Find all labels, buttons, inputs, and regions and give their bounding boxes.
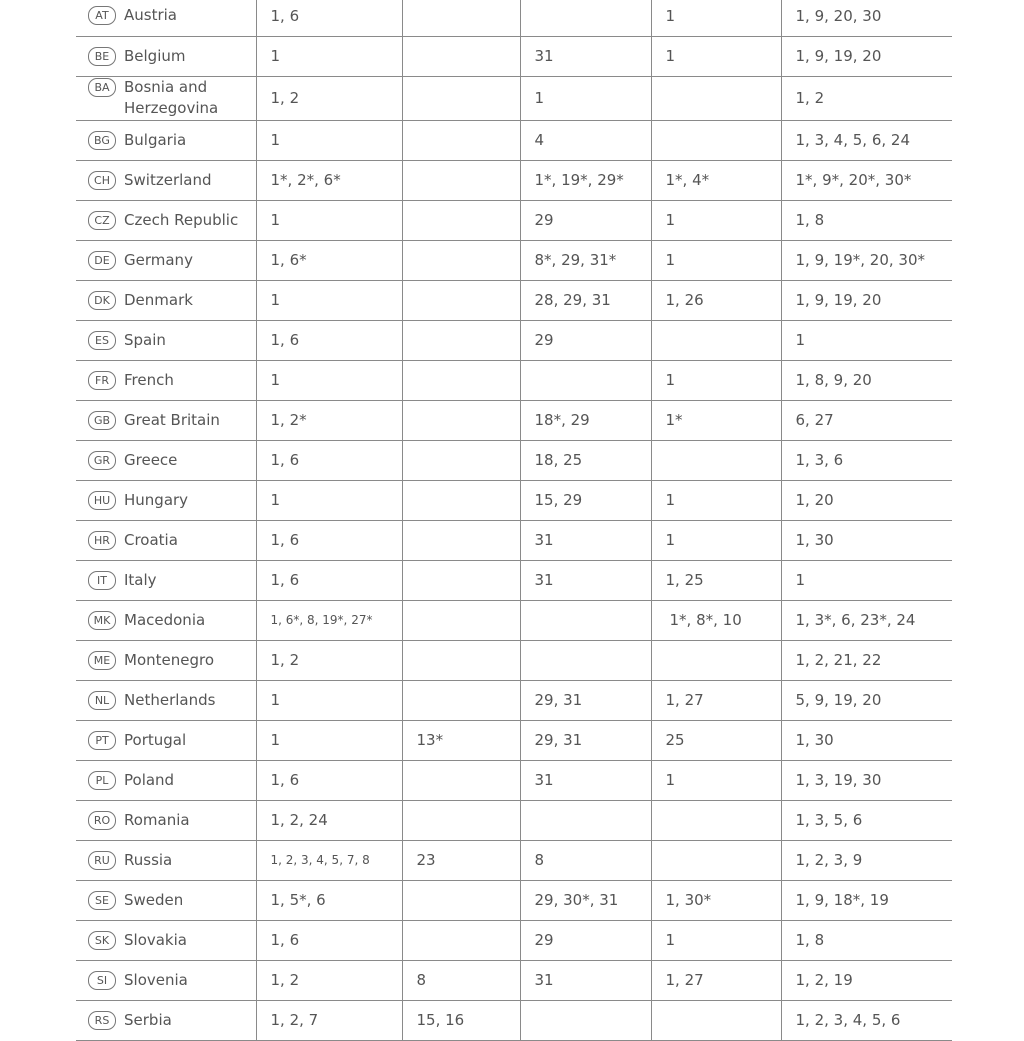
country-cell: [76, 480, 256, 520]
code-cell-col-2: [402, 160, 520, 200]
code-cell-col-2: 8: [402, 960, 520, 1000]
code-cell-col-2: 23: [402, 840, 520, 880]
code-cell-col-5: 1*, 9*, 20*, 30*: [781, 160, 952, 200]
country-name: Germany: [124, 250, 193, 269]
code-cell-col-3: 29: [520, 920, 651, 960]
country-code-badge: DE: [88, 251, 116, 270]
country-name: Belgium: [124, 46, 186, 65]
code-cell-col-4: 25: [651, 720, 781, 760]
code-cell-col-3: 18, 25: [520, 440, 651, 480]
code-cell-col-3: 15, 29: [520, 480, 651, 520]
table-row: [76, 960, 952, 1000]
table-row: [76, 160, 952, 200]
table-row: [76, 880, 952, 920]
country-name: Montenegro: [124, 650, 215, 669]
code-cell-col-5: 1, 3, 19, 30: [781, 760, 952, 800]
code-cell-col-2: [402, 560, 520, 600]
code-cell-col-4: 1: [651, 360, 781, 400]
code-cell-col-4: [651, 440, 781, 480]
country-cell: [76, 920, 256, 960]
country-name: Switzerland: [124, 170, 212, 189]
code-cell-col-3: 31: [520, 760, 651, 800]
code-cell-col-2: [402, 760, 520, 800]
table-row: [76, 680, 952, 720]
country-name: Slovenia: [124, 970, 188, 989]
table-row: [76, 360, 952, 400]
code-cell-col-5: 1, 30: [781, 520, 952, 560]
code-cell-col-2: [402, 36, 520, 76]
table-row: [76, 640, 952, 680]
code-cell-col-3: 31: [520, 560, 651, 600]
table-row: [76, 800, 952, 840]
code-cell-col-4: 1: [651, 36, 781, 76]
country-name: Serbia: [124, 1010, 172, 1029]
code-cell-col-1: 1, 5*, 6: [256, 880, 402, 920]
code-cell-col-1: 1, 6: [256, 320, 402, 360]
code-cell-col-4: 1: [651, 200, 781, 240]
code-cell-col-3: 29, 30*, 31: [520, 880, 651, 920]
country-cell: [76, 800, 256, 840]
table-row: [76, 240, 952, 280]
code-cell-col-1: 1, 6*: [256, 240, 402, 280]
code-cell-col-2: 15, 16: [402, 1000, 520, 1040]
code-cell-col-4: 1: [651, 480, 781, 520]
table-row: [76, 1000, 952, 1040]
country-cell: [76, 160, 256, 200]
country-cell: [76, 120, 256, 160]
code-cell-col-1: 1: [256, 720, 402, 760]
code-cell-col-2: [402, 76, 520, 120]
code-cell-col-1: 1, 6: [256, 560, 402, 600]
country-name: Slovakia: [124, 930, 187, 949]
code-cell-col-1: 1, 6: [256, 0, 402, 36]
code-cell-col-4: 1*, 8*, 10: [651, 600, 781, 640]
country-code-badge: MK: [88, 611, 116, 630]
country-cell: [76, 200, 256, 240]
code-cell-col-1: 1, 2: [256, 640, 402, 680]
table-body: [76, 0, 952, 1040]
country-code-badge: ES: [88, 331, 116, 350]
country-code-badge: RS: [88, 1011, 116, 1030]
code-cell-col-3: 29, 31: [520, 680, 651, 720]
country-cell: [76, 440, 256, 480]
code-cell-col-2: [402, 400, 520, 440]
country-name: Netherlands: [124, 690, 216, 709]
country-code-badge: NL: [88, 691, 116, 710]
code-cell-col-2: [402, 280, 520, 320]
code-cell-col-1: 1, 2, 7: [256, 1000, 402, 1040]
code-cell-col-5: 1, 9, 19, 20: [781, 280, 952, 320]
country-name: French: [124, 370, 174, 389]
table-row: [76, 520, 952, 560]
country-code-badge: IT: [88, 571, 116, 590]
table-row: [76, 840, 952, 880]
code-cell-col-2: [402, 600, 520, 640]
code-cell-col-3: 8: [520, 840, 651, 880]
code-cell-col-5: 1, 3, 5, 6: [781, 800, 952, 840]
country-code-badge: FR: [88, 371, 116, 390]
code-cell-col-5: 5, 9, 19, 20: [781, 680, 952, 720]
code-cell-col-4: [651, 76, 781, 120]
country-cell: [76, 560, 256, 600]
country-name: Austria: [124, 6, 177, 25]
code-cell-col-1: 1, 6*, 8, 19*, 27*: [256, 600, 402, 640]
country-code-badge: HU: [88, 491, 116, 510]
country-cell: [76, 0, 256, 36]
code-cell-col-3: 29: [520, 320, 651, 360]
table-row: [76, 760, 952, 800]
country-name: Poland: [124, 770, 175, 789]
country-cell: [76, 240, 256, 280]
country-cell: [76, 280, 256, 320]
code-cell-col-3: 31: [520, 36, 651, 76]
code-cell-col-4: [651, 1000, 781, 1040]
code-cell-col-3: 29: [520, 200, 651, 240]
code-cell-col-3: [520, 1000, 651, 1040]
code-cell-col-1: 1: [256, 480, 402, 520]
country-cell: [76, 880, 256, 920]
code-cell-col-3: 1*, 19*, 29*: [520, 160, 651, 200]
code-cell-col-4: 1: [651, 0, 781, 36]
table-row: [76, 76, 952, 120]
code-cell-col-5: 1, 20: [781, 480, 952, 520]
code-cell-col-2: 13*: [402, 720, 520, 760]
country-name: Spain: [124, 330, 166, 349]
country-code-badge: CZ: [88, 211, 116, 230]
country-cell: [76, 600, 256, 640]
table-row: [76, 560, 952, 600]
code-cell-col-1: 1: [256, 280, 402, 320]
code-cell-col-4: 1, 27: [651, 680, 781, 720]
country-code-badge: SE: [88, 891, 116, 910]
table-row: [76, 480, 952, 520]
country-cell: [76, 960, 256, 1000]
code-cell-col-5: 1, 2: [781, 76, 952, 120]
country-code-badge: AT: [88, 6, 116, 25]
code-cell-col-4: [651, 800, 781, 840]
code-cell-col-4: [651, 120, 781, 160]
table-row: [76, 920, 952, 960]
country-code-badge: RU: [88, 851, 116, 870]
code-cell-col-4: [651, 840, 781, 880]
code-cell-col-2: [402, 920, 520, 960]
country-cell: [76, 640, 256, 680]
code-cell-col-4: 1, 25: [651, 560, 781, 600]
code-cell-col-3: 29, 31: [520, 720, 651, 760]
table-row: [76, 440, 952, 480]
code-cell-col-1: 1, 2*: [256, 400, 402, 440]
code-cell-col-3: 31: [520, 520, 651, 560]
country-name: Portugal: [124, 730, 187, 749]
table-row: [76, 120, 952, 160]
code-cell-col-2: [402, 320, 520, 360]
code-cell-col-4: 1, 30*: [651, 880, 781, 920]
country-code-badge: CH: [88, 171, 116, 190]
country-cell: [76, 520, 256, 560]
country-cell: [76, 720, 256, 760]
code-cell-col-5: 1, 9, 19*, 20, 30*: [781, 240, 952, 280]
country-code-badge: BG: [88, 131, 116, 150]
country-name: Great Britain: [124, 410, 220, 429]
code-cell-col-4: 1*, 4*: [651, 160, 781, 200]
code-cell-col-2: [402, 240, 520, 280]
country-code-badge: ME: [88, 651, 116, 670]
code-cell-col-4: 1, 27: [651, 960, 781, 1000]
country-code-badge: PT: [88, 731, 116, 750]
code-cell-col-1: 1, 2, 3, 4, 5, 7, 8: [256, 840, 402, 880]
code-cell-col-5: 6, 27: [781, 400, 952, 440]
code-cell-col-5: 1, 3, 4, 5, 6, 24: [781, 120, 952, 160]
country-code-badge: DK: [88, 291, 116, 310]
country-name: Hungary: [124, 490, 189, 509]
code-cell-col-1: 1, 6: [256, 440, 402, 480]
code-cell-col-3: [520, 640, 651, 680]
table-row: [76, 400, 952, 440]
code-cell-col-3: [520, 0, 651, 36]
table-row: [76, 200, 952, 240]
country-code-badge: GR: [88, 451, 116, 470]
code-cell-col-5: 1, 2, 3, 4, 5, 6: [781, 1000, 952, 1040]
country-cell: [76, 36, 256, 76]
code-cell-col-3: 28, 29, 31: [520, 280, 651, 320]
code-cell-col-3: [520, 600, 651, 640]
code-cell-col-3: 8*, 29, 31*: [520, 240, 651, 280]
country-name: Czech Republic: [124, 210, 239, 229]
code-cell-col-1: 1: [256, 200, 402, 240]
code-cell-col-1: 1: [256, 360, 402, 400]
country-cell: [76, 400, 256, 440]
country-code-badge: BE: [88, 47, 116, 66]
code-cell-col-1: 1: [256, 680, 402, 720]
code-cell-col-5: 1, 2, 3, 9: [781, 840, 952, 880]
code-cell-col-1: 1, 2: [256, 960, 402, 1000]
code-cell-col-4: 1, 26: [651, 280, 781, 320]
code-cell-col-2: [402, 680, 520, 720]
country-code-badge: SK: [88, 931, 116, 950]
country-name: Greece: [124, 450, 178, 469]
country-cell: [76, 840, 256, 880]
code-cell-col-2: [402, 520, 520, 560]
code-cell-col-2: [402, 800, 520, 840]
code-cell-col-2: [402, 640, 520, 680]
country-cell: [76, 680, 256, 720]
code-cell-col-2: [402, 480, 520, 520]
code-cell-col-1: 1: [256, 120, 402, 160]
country-name: Sweden: [124, 890, 184, 909]
code-cell-col-5: 1, 9, 19, 20: [781, 36, 952, 76]
code-cell-col-5: 1, 30: [781, 720, 952, 760]
country-code-badge: RO: [88, 811, 116, 830]
code-cell-col-5: 1, 8: [781, 200, 952, 240]
code-cell-col-2: [402, 120, 520, 160]
code-cell-col-3: [520, 800, 651, 840]
code-cell-col-5: 1, 3*, 6, 23*, 24: [781, 600, 952, 640]
code-cell-col-1: 1: [256, 36, 402, 76]
country-cell: [76, 320, 256, 360]
country-code-badge: PL: [88, 771, 116, 790]
code-cell-col-4: 1: [651, 920, 781, 960]
table-row: [76, 600, 952, 640]
code-cell-col-2: [402, 0, 520, 36]
country-name: Bosnia and Herzegovina: [124, 78, 219, 117]
code-cell-col-4: 1: [651, 760, 781, 800]
country-name: Russia: [124, 850, 173, 869]
country-name: Bulgaria: [124, 130, 187, 149]
country-name: Denmark: [124, 290, 193, 309]
code-cell-col-4: 1: [651, 240, 781, 280]
code-cell-col-1: 1, 6: [256, 760, 402, 800]
country-name: Romania: [124, 810, 190, 829]
code-cell-col-3: 31: [520, 960, 651, 1000]
code-cell-col-4: 1: [651, 520, 781, 560]
code-cell-col-4: [651, 640, 781, 680]
country-cell: [76, 760, 256, 800]
code-cell-col-4: 1*: [651, 400, 781, 440]
code-cell-col-2: [402, 360, 520, 400]
country-code-badge: BA: [88, 78, 116, 97]
table-row: [76, 0, 952, 36]
code-cell-col-1: 1, 6: [256, 520, 402, 560]
code-cell-col-5: 1, 8, 9, 20: [781, 360, 952, 400]
code-cell-col-3: 18*, 29: [520, 400, 651, 440]
table-row: [76, 36, 952, 76]
country-code-table-container: [76, 0, 952, 1041]
code-cell-col-4: [651, 320, 781, 360]
code-cell-col-5: 1, 9, 20, 30: [781, 0, 952, 36]
table-row: [76, 280, 952, 320]
code-cell-col-5: 1, 2, 19: [781, 960, 952, 1000]
table-row: [76, 320, 952, 360]
code-cell-col-5: 1, 8: [781, 920, 952, 960]
table-row: [76, 720, 952, 760]
country-code-badge: GB: [88, 411, 116, 430]
code-cell-col-5: 1, 3, 6: [781, 440, 952, 480]
code-cell-col-1: 1, 2: [256, 76, 402, 120]
code-cell-col-2: [402, 200, 520, 240]
country-code-badge: SI: [88, 971, 116, 990]
code-cell-col-5: 1, 2, 21, 22: [781, 640, 952, 680]
country-cell: [76, 360, 256, 400]
code-cell-col-1: 1*, 2*, 6*: [256, 160, 402, 200]
country-code-table: [76, 0, 952, 1041]
country-name: Italy: [124, 570, 157, 589]
code-cell-col-3: 1: [520, 76, 651, 120]
code-cell-col-1: 1, 6: [256, 920, 402, 960]
country-code-badge: HR: [88, 531, 116, 550]
country-name: Croatia: [124, 530, 178, 549]
country-name: Macedonia: [124, 610, 206, 629]
code-cell-col-5: 1: [781, 560, 952, 600]
code-cell-col-2: [402, 880, 520, 920]
code-cell-col-5: 1, 9, 18*, 19: [781, 880, 952, 920]
code-cell-col-2: [402, 440, 520, 480]
country-cell: [76, 76, 256, 120]
code-cell-col-3: 4: [520, 120, 651, 160]
code-cell-col-5: 1: [781, 320, 952, 360]
code-cell-col-1: 1, 2, 24: [256, 800, 402, 840]
country-cell: [76, 1000, 256, 1040]
code-cell-col-3: [520, 360, 651, 400]
